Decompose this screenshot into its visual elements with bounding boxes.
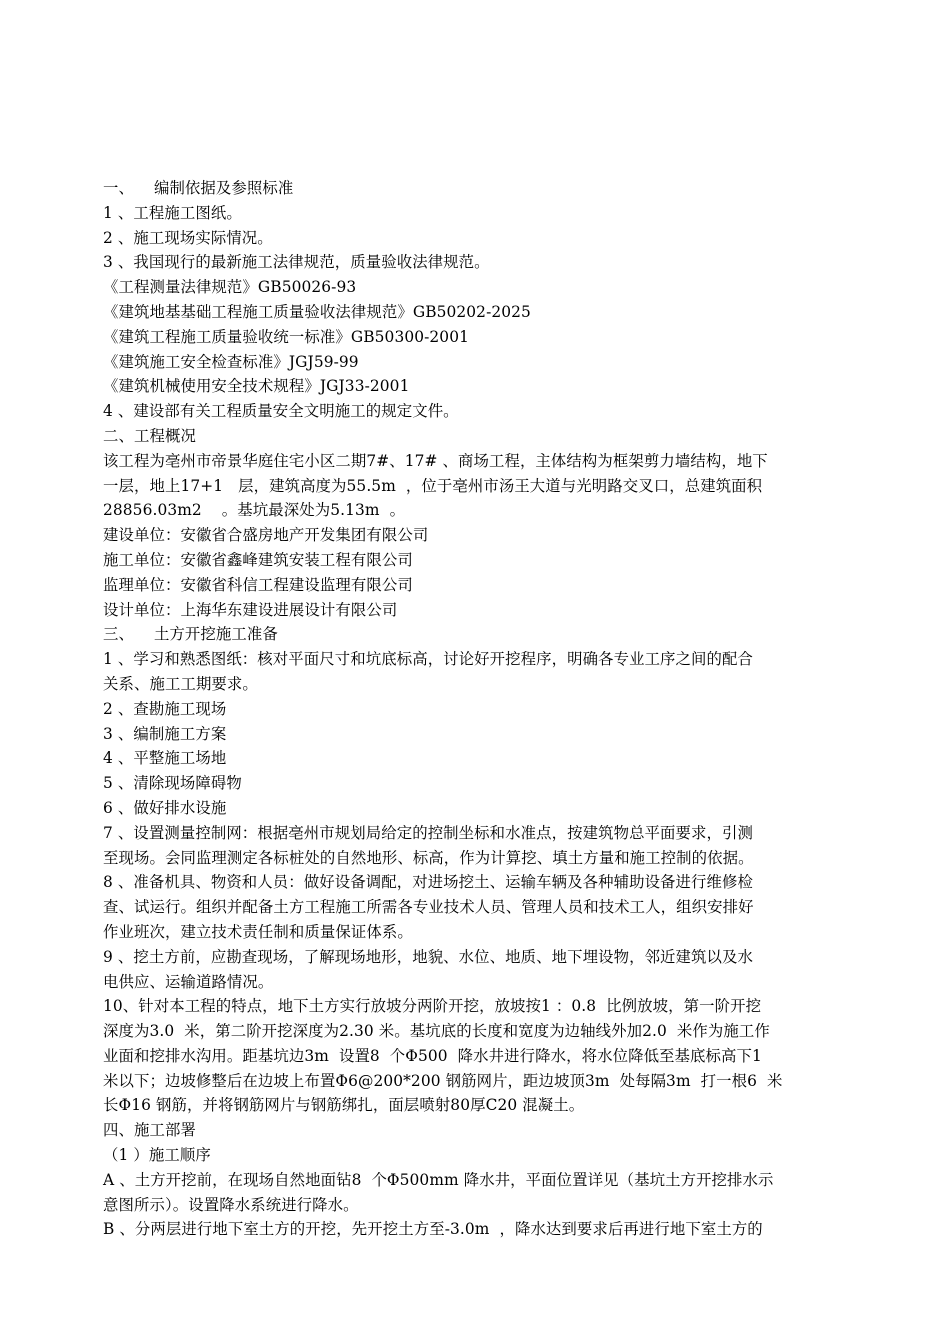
party-line: 施工单位：安徽省鑫峰建筑安装工程有限公司 xyxy=(103,550,413,569)
section-heading-3: 三、 土方开挖施工准备 xyxy=(103,625,278,644)
paragraph-line: 查、试运行。组织并配备土方工程施工所需各专业技术人员、管理人员和技术工人，组织安排好 xyxy=(103,898,754,917)
party-line: 监理单位：安徽省科信工程建设监理有限公司 xyxy=(103,575,413,594)
section-heading-4: 四、施工部署 xyxy=(103,1121,196,1140)
party-line: 建设单位：安徽省合盛房地产开发集团有限公司 xyxy=(103,526,429,545)
paragraph-line: 28856.03m2 。基坑最深处为5.13m 。 xyxy=(103,501,406,520)
paragraph-line: 8 、准备机具、物资和人员：做好设备调配，对进场挖土、运输车辆及各种辅助设备进行维修检 xyxy=(103,873,754,892)
paragraph-line: 一层，地上17+1 层，建筑高度为55.5m ，位于亳州市汤王大道与光明路交叉口，总建筑面积 xyxy=(103,476,763,495)
paragraph-line: A 、土方开挖前，在现场自然地面钻8 个Φ500mm 降水井，平面位置详见（基坑土方开挖排水示 xyxy=(103,1170,774,1189)
standard-reference: 《建筑工程施工质量验收统一标准》GB50300-2001 xyxy=(103,327,469,346)
paragraph-line: 意图所示）。设置降水系统进行降水。 xyxy=(103,1195,359,1214)
paragraph-line: 7 、设置测量控制网：根据亳州市规划局给定的控制坐标和水准点，按建筑物总平面要求，引测 xyxy=(103,823,754,842)
list-item: 1 、工程施工图纸。 xyxy=(103,203,242,222)
paragraph-line: 电供应、运输道路情况。 xyxy=(103,972,274,991)
paragraph-line: 长Φ16 钢筋，并将钢筋网片与钢筋绑扎，面层喷射80厚C20 混凝土。 xyxy=(103,1096,585,1115)
paragraph-line: 至现场。会同监理测定各标桩处的自然地形、标高，作为计算挖、填土方量和施工控制的依据。 xyxy=(103,848,754,867)
list-item: 4 、建设部有关工程质量安全文明施工的规定文件。 xyxy=(103,402,459,421)
paragraph-line: 业面和挖排水沟用。距基坑边3m 设置8 个Φ500 降水井进行降水，将水位降低至基底标高下1 xyxy=(103,1046,762,1065)
paragraph-line: 深度为3.0 米，第二阶开挖深度为2.30 米。基坑底的长度和宽度为边轴线外加2.0 米作为施工作 xyxy=(103,1022,770,1041)
subsection-heading: （1 ）施工顺序 xyxy=(103,1146,211,1165)
standard-reference: 《工程测量法律规范》GB50026-93 xyxy=(103,278,357,297)
list-item: 2 、施工现场实际情况。 xyxy=(103,228,273,247)
standard-reference: 《建筑机械使用安全技术规程》JGJ33-2001 xyxy=(103,377,410,396)
list-item: 5 、清除现场障碍物 xyxy=(103,774,242,793)
paragraph-line: 9 、挖土方前，应勘查现场，了解现场地形，地貌、水位、地质、地下埋设物，邻近建筑以及水 xyxy=(103,947,754,966)
list-item: 6 、做好排水设施 xyxy=(103,798,227,817)
section-heading-1: 一、 编制依据及参照标准 xyxy=(103,179,294,197)
paragraph-line: 1 、学习和熟悉图纸：核对平面尺寸和坑底标高，讨论好开挖程序，明确各专业工序之间的配合 xyxy=(103,650,754,669)
section-heading-2: 二、工程概况 xyxy=(103,426,196,445)
standard-reference: 《建筑地基基础工程施工质量验收法律规范》GB50202-2025 xyxy=(103,302,531,321)
list-item: 4 、平整施工场地 xyxy=(103,749,227,768)
list-item: 3 、我国现行的最新施工法律规范，质量验收法律规范。 xyxy=(103,253,490,272)
standard-reference: 《建筑施工安全检查标准》JGJ59-99 xyxy=(103,352,359,371)
document-body xyxy=(103,176,809,1242)
paragraph-line: 作业班次，建立技术责任制和质量保证体系。 xyxy=(103,922,413,941)
paragraph-line: B 、分两层进行地下室土方的开挖，先开挖土方至-3.0m ，降水达到要求后再进行地下室土方的 xyxy=(103,1220,763,1239)
list-item: 2 、查勘施工现场 xyxy=(103,699,227,718)
paragraph-line: 关系、施工工期要求。 xyxy=(103,674,258,693)
paragraph-line: 该工程为亳州市帝景华庭住宅小区二期7#、17# 、商场工程，主体结构为框架剪力墙结构，地下 xyxy=(103,451,768,470)
paragraph-line: 10、针对本工程的特点，地下土方实行放坡分两阶开挖，放坡按1 ：0.8 比例放坡，第一阶开挖 xyxy=(103,997,762,1016)
list-item: 3 、编制施工方案 xyxy=(103,724,227,743)
party-line: 设计单位：上海华东建设进展设计有限公司 xyxy=(103,600,398,619)
paragraph-line: 米以下；边坡修整后在边坡上布置Φ6@200*200 钢筋网片，距边坡顶3m 处每隔3m 打一根6 米 xyxy=(103,1071,783,1090)
